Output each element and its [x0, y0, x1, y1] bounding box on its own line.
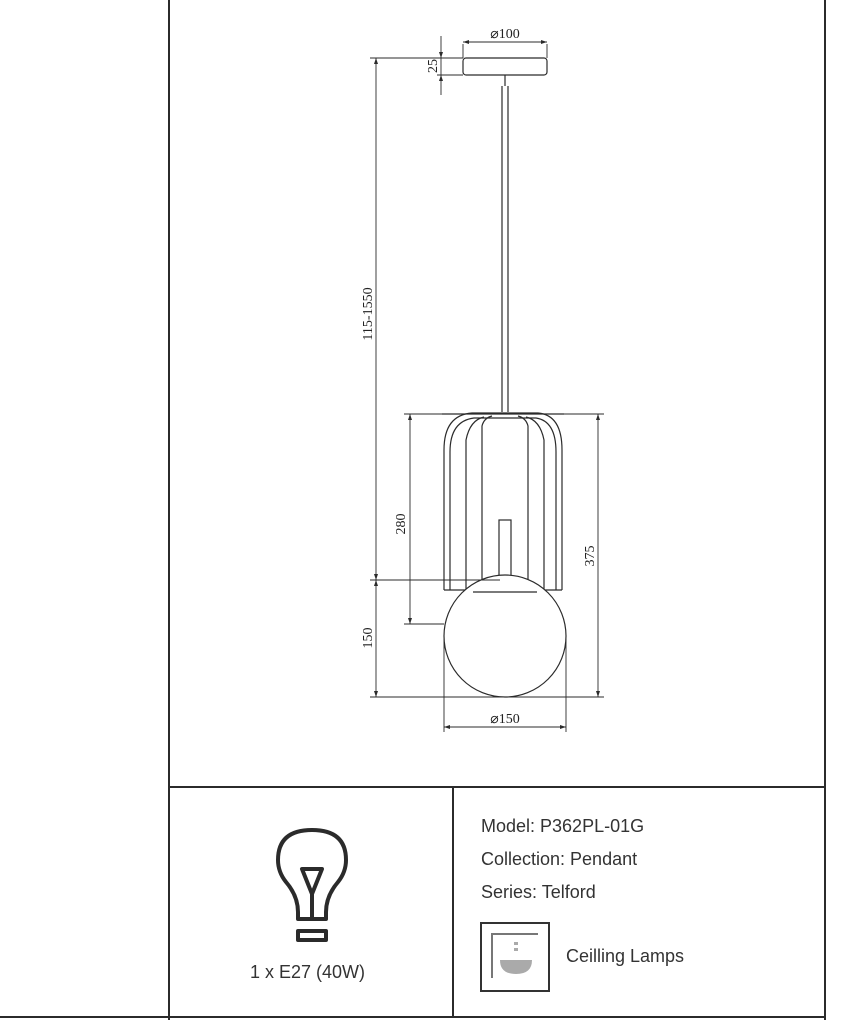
- ceiling-lamp-icon: [480, 922, 550, 992]
- bulb-caption: 1 x E27 (40W): [250, 962, 366, 982]
- dim-cage-height: 280: [394, 513, 409, 535]
- dim-total-body-height: 375: [583, 545, 598, 567]
- frame-bottom-border: [0, 1016, 826, 1018]
- info-panel-middle-divider: [452, 786, 454, 1018]
- dim-canopy-diameter: ⌀100: [490, 27, 520, 42]
- glass-globe: [444, 575, 566, 697]
- dim-globe-height: 150: [361, 627, 376, 649]
- light-bulb-icon: [272, 824, 352, 948]
- lamp-socket: [499, 520, 511, 578]
- dim-suspension-length: 115-1550: [361, 287, 376, 341]
- collection-text: Collection: Pendant: [481, 849, 638, 869]
- model-text: Model: P362PL-01G: [481, 816, 645, 836]
- series-text: Series: Telford: [481, 882, 596, 902]
- ceiling-canopy: [463, 58, 547, 75]
- category-label: Ceilling Lamps: [566, 946, 685, 966]
- dim-canopy-height: 25: [426, 59, 441, 73]
- info-panel-top-divider: [168, 786, 826, 788]
- dim-globe-diameter: ⌀150: [490, 712, 520, 727]
